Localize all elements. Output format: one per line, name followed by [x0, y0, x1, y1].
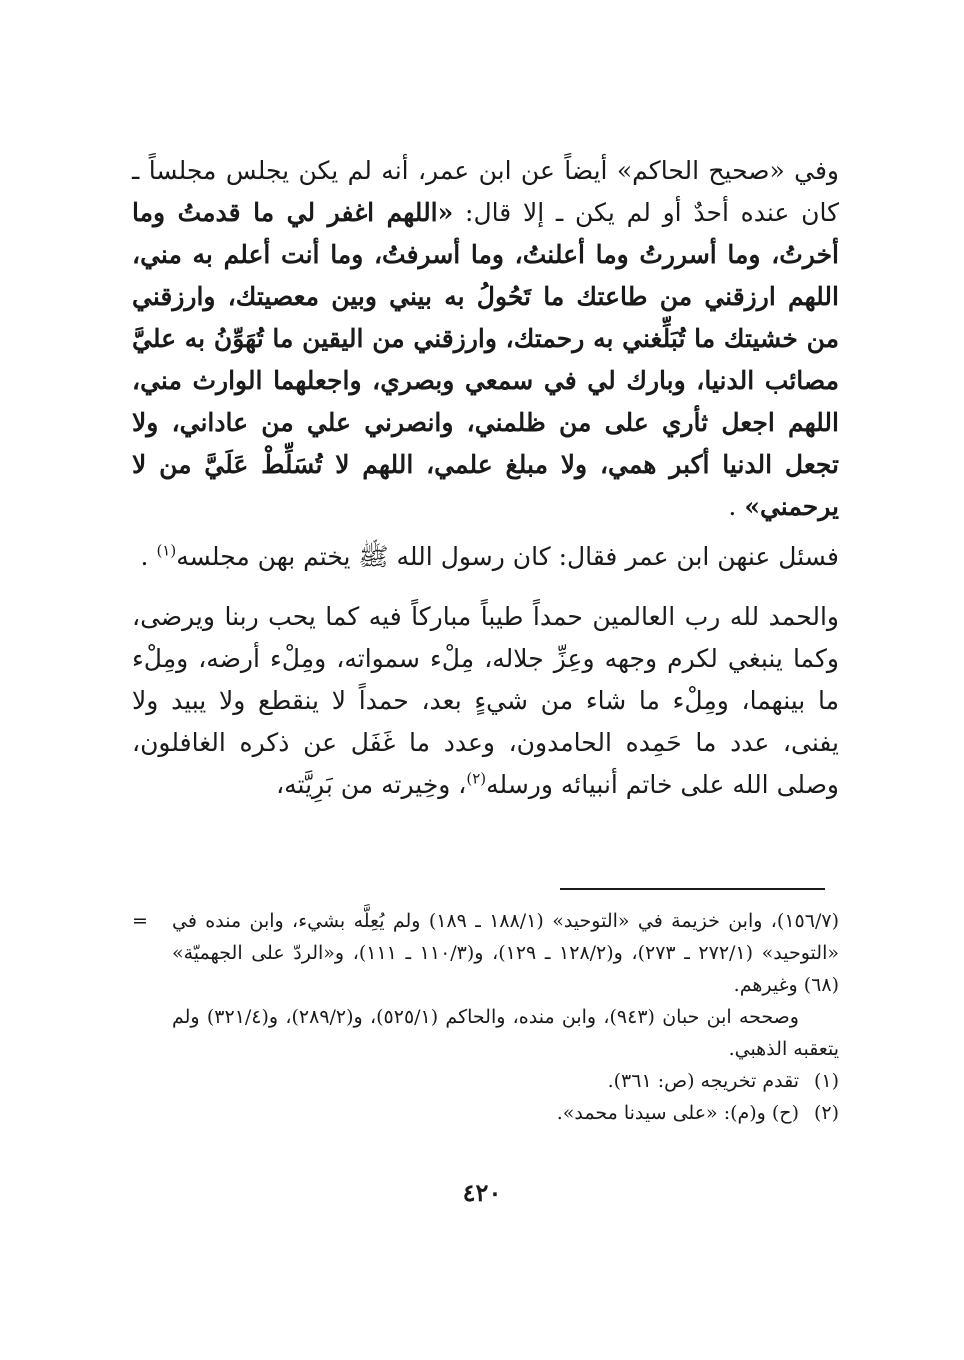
footnote-ref-1: (١): [156, 541, 177, 560]
paragraph-end: .: [728, 492, 737, 521]
footnote-2: [132, 1097, 839, 1129]
footnote-ref-2: (٢): [466, 769, 487, 788]
hadith-intro: وفي «صحيح الحاكم» أيضاً عن ابن عمر، أنه لم يكن يجلس مجلساً ـ كان عنده أحدٌ أو لم يكن ـ إلا قال:: [132, 156, 839, 227]
footnotes: [132, 905, 839, 1129]
footnote-divider: [560, 888, 825, 890]
footnote-continued-2: [132, 1001, 839, 1065]
footnote-1: [132, 1065, 839, 1097]
paragraph-narration: [132, 536, 839, 578]
footnote-text: تقدم تخريجه (ص: ٣٦١).: [607, 1070, 799, 1092]
paragraph-end: .: [140, 542, 149, 571]
praise-end: ، وخِيرته من بَرِيَّته،: [276, 770, 467, 799]
footnote-number: (٢): [813, 1102, 839, 1124]
dua-text: «اللهم اغفر لي ما قدمتُ وما أخرتُ، وما أسررتُ وما أعلنتُ، وما أسرفتُ، وما أنت أعلم به مني، اللهم ارزقني من طاعتك ما تَحُولُ به بيني وبين معصيتك، وارزقني من خشيتك ما تُبَلِّغني به رحمتك، وارزقني من اليقين ما تُهَوِّنُ به عليَّ مصائب الدنيا، وبارك لي في سمعي وبصري، واجعلهما الوارث مني، اللهم اجعل ثأري على من ظلمني، وانصرني علي من عاداني، ولا تجعل الدنيا أكبر همي، ولا مبلغ علمي، اللهم لا تُسَلِّطْ عَلَيَّ من لا يرحمني»: [132, 198, 839, 521]
main-text: [132, 150, 839, 806]
continuation-mark: =: [132, 910, 148, 932]
footnote-text: (ح) و(م): «على سيدنا محمد».: [556, 1102, 799, 1124]
footnote-continued-text-1: (١٥٦/٧)، وابن خزيمة في «التوحيد» (١٨٨/١ ـ ١٨٩) ولم يُعِلَّه بشيء، وابن منده في «التوحيد» (٢٧٢/١ ـ ٢٧٣)، و(١٢٨/٢ ـ ١٢٩)، و(١١٠/٣ ـ ١١١)، و«الردّ على الجهميّة» (٦٨) وغيرهم.: [172, 910, 839, 996]
praise-text: والحمد لله رب العالمين حمداً طيباً مباركاً فيه كما يحب ربنا ويرضى، وكما ينبغي لكرم وجهه وعِزِّ جلاله، مِلْء سمواته، ومِلْء أرضه، ومِلْء ما بينهما، ومِلْء ما شاء من شيءٍ بعد، حمداً لا ينقطع ولا يبيد ولا يفنى، عدد ما حَمِده الحامدون، وعدد ما غَفَل عن ذكره الغافلون، وصلى الله على خاتم أنبيائه ورسله: [132, 602, 839, 799]
footnote-continued: [132, 905, 839, 1001]
paragraph-hadith: [132, 150, 839, 528]
footnote-number: (١): [813, 1070, 839, 1092]
page-number: ٤٢٠: [462, 1178, 502, 1207]
footnote-continued-text-2: وصححه ابن حبان (٩٤٣)، وابن منده، والحاكم (٥٢٥/١)، و(٢٨٩/٢)، و(٣٢١/٤) ولم يتعقبه الذهبي.: [172, 1006, 839, 1060]
paragraph-praise: [132, 596, 839, 806]
narration-text: فسئل عنهن ابن عمر فقال: كان رسول الله ﷺ يختم بهن مجلسه: [176, 542, 839, 571]
